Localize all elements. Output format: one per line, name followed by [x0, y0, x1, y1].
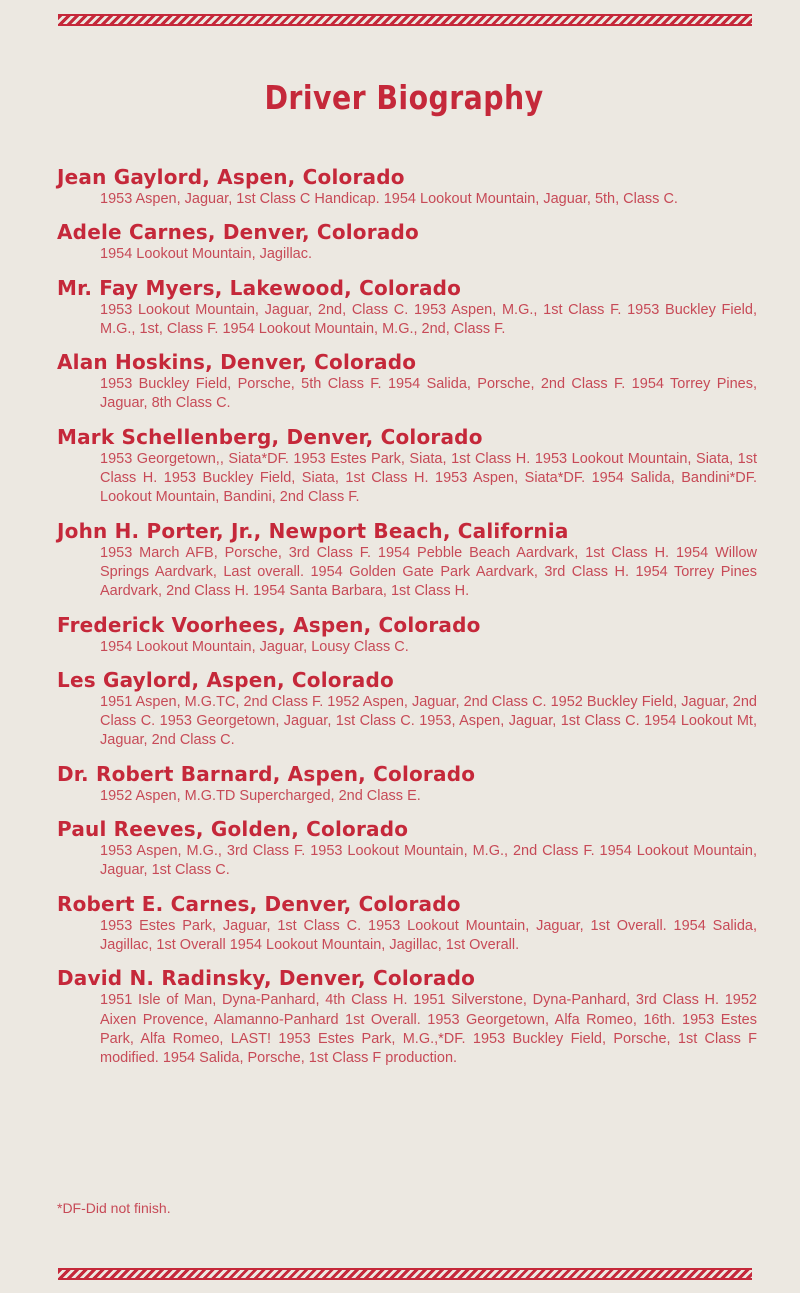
driver-record: 1953 Estes Park, Jaguar, 1st Class C. 1953 Lookout Mountain, Jaguar, 1st Overall. 1954 Salida, Jagillac, 1st Overall 1954 Lookout Mountain, Jagillac, 1st Overall. — [100, 917, 757, 953]
driver-entry — [57, 612, 757, 657]
driver-entry — [57, 667, 757, 751]
driver-name: Frederick Voorhees, Aspen, Colorado — [57, 612, 481, 637]
driver-record: 1953 Lookout Mountain, Jaguar, 2nd, Class C. 1953 Aspen, M.G., 1st Class F. 1953 Buckley Field, M.G., 1st, Class F. 1954 Lookout Mountain, M.G., 2nd, Class F. — [100, 301, 757, 337]
driver-name: Paul Reeves, Golden, Colorado — [57, 817, 409, 842]
driver-record: 1953 Georgetown,, Siata*DF. 1953 Estes Park, Siata, 1st Class H. 1953 Lookout Mountain, Siata, 1st Class H. 1953 Buckley Field, Siata, 1st Class H. 1953 Aspen, Siata*DF. 1954 Salida, Bandini*DF. Lookout Mountain, Bandini, 2nd Class F. — [100, 450, 757, 506]
driver-name: Robert E. Carnes, Denver, Colorado — [57, 891, 461, 916]
driver-entry — [57, 219, 757, 264]
driver-entry — [57, 891, 757, 956]
driver-name: Adele Carnes, Denver, Colorado — [57, 220, 419, 245]
driver-record: 1952 Aspen, M.G.TD Supercharged, 2nd Class E. — [100, 787, 421, 804]
driver-entry — [57, 275, 757, 340]
driver-name: Mr. Fay Myers, Lakewood, Colorado — [57, 275, 462, 300]
driver-name: Alan Hoskins, Denver, Colorado — [57, 350, 417, 375]
driver-entry — [57, 424, 757, 508]
driver-entry — [57, 761, 757, 806]
driver-name: John H. Porter, Jr., Newport Beach, California — [57, 518, 569, 543]
driver-record: 1951 Isle of Man, Dyna-Panhard, 4th Class H. 1951 Silverstone, Dyna-Panhard, 3rd Class H. 1952 Aixen Provence, Alamanno-Panhard 1st Overall. 1953 Georgetown, Alfa Romeo, 16th. 1953 Estes Park, Alfa Romeo, LAST! 1953 Estes Park, M.G.,*DF. 1953 Buckley Field, Porsche, 1st Class F modified. 1954 Salida, Porsche, 1st Class F production. — [100, 992, 757, 1067]
driver-record: 1953 Aspen, Jaguar, 1st Class C Handicap. 1954 Lookout Mountain, Jaguar, 5th, Class C. — [100, 191, 678, 207]
driver-entry — [57, 349, 757, 414]
driver-entry — [57, 965, 757, 1068]
driver-record: 1953 March AFB, Porsche, 3rd Class F. 1954 Pebble Beach Aardvark, 1st Class H. 1954 Willow Springs Aardvark, Last overall. 1954 Golden Gate Park Aardvark, 3rd Class H. 1954 Torrey Pines Aardvark, 2nd Class H. 1954 Santa Barbara, 1st Class H. — [100, 544, 757, 600]
decorative-border-top — [58, 14, 752, 26]
page-title: Driver Biography — [264, 78, 544, 117]
driver-name: Les Gaylord, Aspen, Colorado — [57, 667, 394, 692]
driver-name: Jean Gaylord, Aspen, Colorado — [57, 165, 405, 189]
driver-record: 1951 Aspen, M.G.TC, 2nd Class F. 1952 Aspen, Jaguar, 2nd Class C. 1952 Buckley Field, Jaguar, 2nd Class C. 1953 Georgetown, Jaguar, 1st Class C. 1953, Aspen, Jaguar, 1st Class C. 1954 Lookout Mt, Jaguar, 2nd Class C. — [100, 693, 757, 749]
decorative-border-bottom — [58, 1268, 752, 1280]
driver-name: David N. Radinsky, Denver, Colorado — [57, 966, 476, 991]
driver-name: Mark Schellenberg, Denver, Colorado — [57, 424, 483, 449]
footnote: *DF-Did not finish. — [57, 1200, 171, 1216]
driver-entry — [57, 816, 757, 881]
driver-record: 1953 Aspen, M.G., 3rd Class F. 1953 Lookout Mountain, M.G., 2nd Class F. 1954 Lookout Mountain, Jaguar, 1st Class C. — [100, 843, 757, 879]
driver-record: 1954 Lookout Mountain, Jaguar, Lousy Class C. — [100, 638, 409, 655]
driver-name: Dr. Robert Barnard, Aspen, Colorado — [57, 761, 476, 786]
driver-record: 1954 Lookout Mountain, Jagillac. — [100, 246, 313, 263]
driver-entry — [57, 518, 757, 602]
driver-list — [57, 164, 757, 1078]
driver-entry — [57, 164, 757, 209]
driver-record: 1953 Buckley Field, Porsche, 5th Class F. 1954 Salida, Porsche, 2nd Class F. 1954 Torrey Pines, Jaguar, 8th Class C. — [100, 376, 757, 412]
